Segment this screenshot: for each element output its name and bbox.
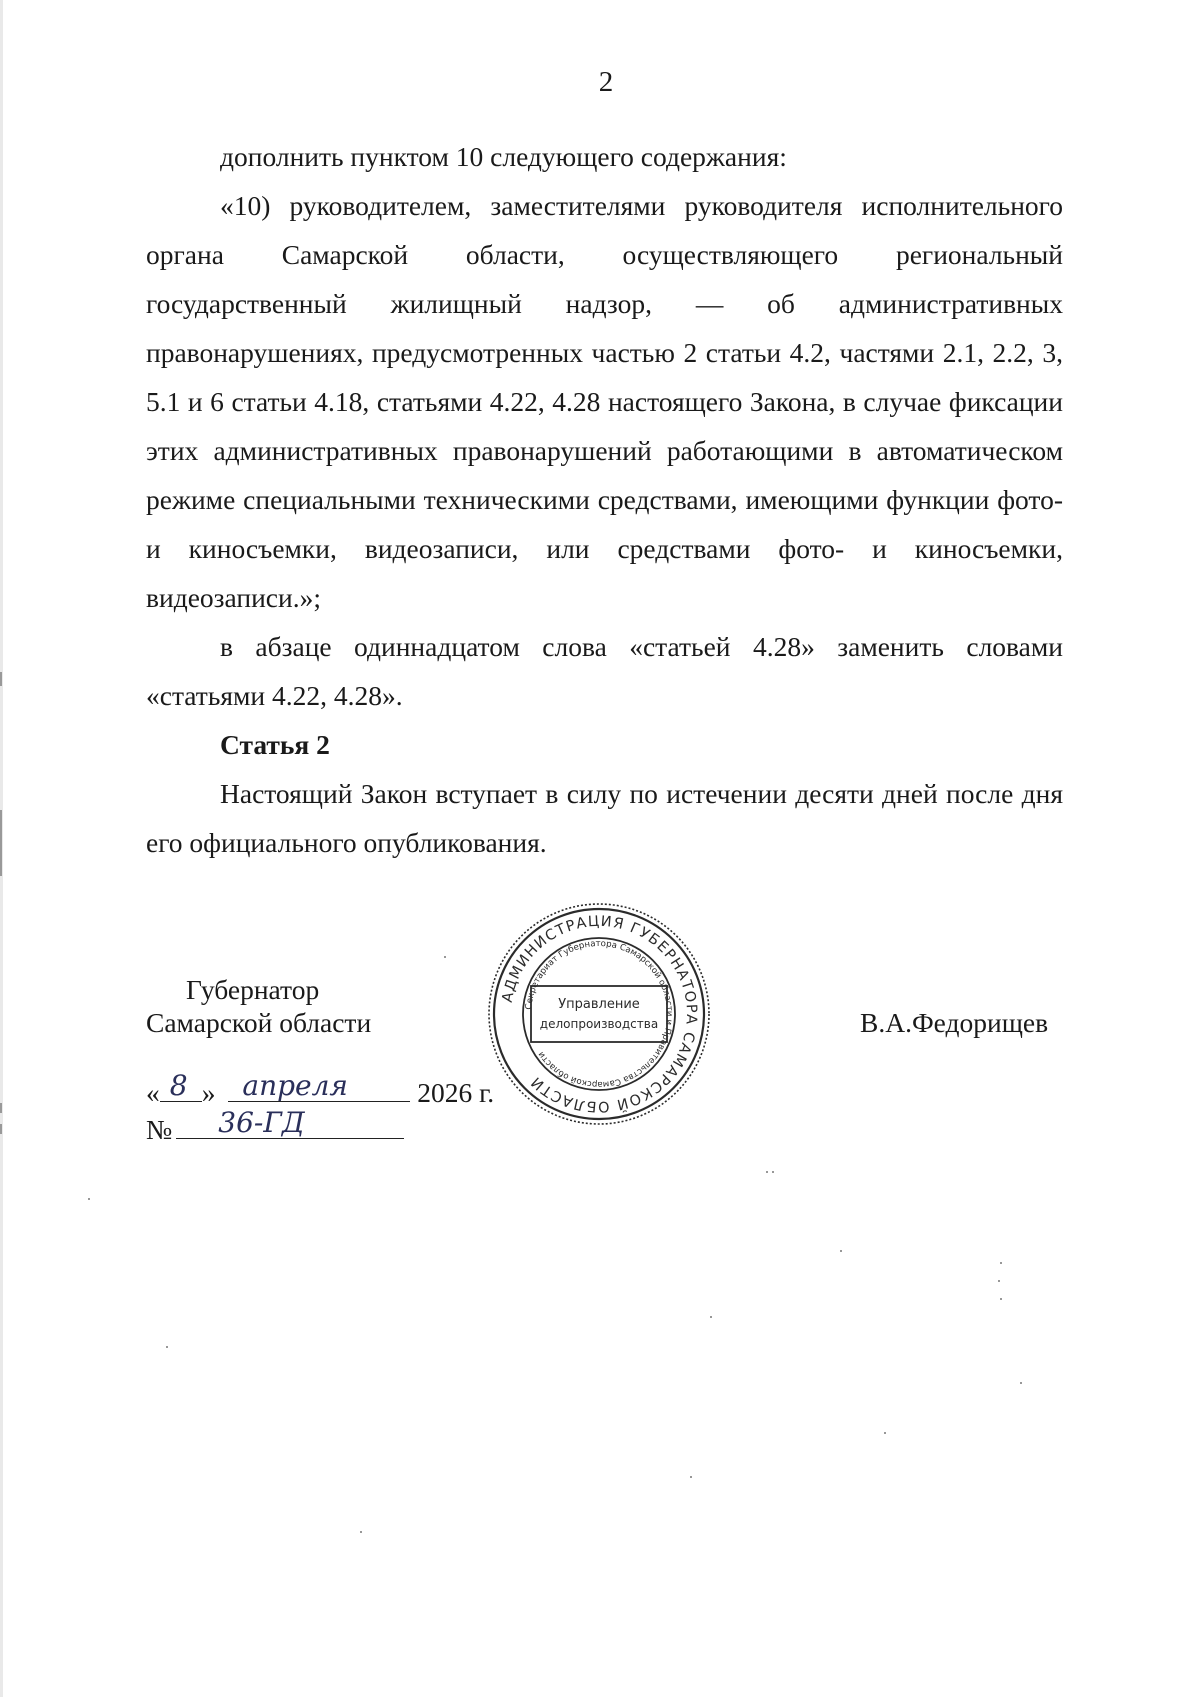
- scan-speck: [772, 1171, 774, 1173]
- signer-name: В.А.Федорищев: [860, 1007, 1049, 1038]
- scan-speck: [360, 1531, 362, 1533]
- date-month-handwritten: апреля: [242, 1069, 348, 1102]
- official-seal: [485, 900, 713, 1128]
- date-open-quote: «: [146, 1077, 160, 1108]
- registration-label: №: [146, 1114, 173, 1145]
- registration-number-field: [176, 1106, 404, 1139]
- scan-speck: [690, 1476, 692, 1478]
- date-day-field: [160, 1069, 202, 1102]
- seal-inner-text: Секретариат Губернатора Самарской области и Правительства Самарской области: [524, 938, 675, 1090]
- date-month-field: [228, 1069, 410, 1102]
- signature-title-line1: Губернатор: [186, 974, 320, 1005]
- signature-title: [146, 973, 371, 1039]
- date-year: 2026 г.: [417, 1077, 495, 1108]
- scan-speck: [840, 1250, 842, 1252]
- scan-speck: [998, 1280, 1000, 1282]
- scan-speck: [1000, 1298, 1002, 1300]
- signature-title-line2: Самарской области: [146, 1007, 372, 1038]
- seal-outer-ring: [489, 904, 709, 1124]
- paragraph: «10) руководителем, заместителями руководителя исполнительного органа Самарской области, осуществляющего региональный государственный жилищный надзор, — об административных правонарушениях, предусмотренных частью 2 статьи 4.2, частями 2.1, 2.2, 3, 5.1 и 6 статьи 4.18, статьями 4.22, 4.28 настоящего Закона, в случае фиксации этих административных правонарушений работающими в автоматическом режиме специальными техническими средствами, имеющими функции фото- и киносъемки, видеозаписи, или средствами фото- и киносъемки, видеозаписи.»;: [146, 190, 1063, 613]
- scan-speck: [88, 1198, 90, 1200]
- date-line: [146, 1069, 495, 1109]
- seal-center-line1: Управление: [558, 997, 640, 1012]
- date-close-quote: »: [201, 1077, 216, 1108]
- scan-speck: [1000, 1262, 1002, 1264]
- article-text: Настоящий Закон вступает в силу по истечении десяти дней после дня его официального опубликования.: [146, 778, 1063, 858]
- registration-number-line: [146, 1106, 404, 1146]
- seal-outer-text: АДМИНИСТРАЦИЯ ГУБЕРНАТОРА САМАРСКОЙ ОБЛАСТИ: [499, 913, 700, 1115]
- seal-center-box: [531, 986, 667, 1042]
- margin-mark: [0, 1103, 2, 1113]
- margin-mark: [0, 810, 2, 876]
- date-day-handwritten: 8: [169, 1069, 188, 1102]
- margin-mark: [0, 672, 2, 686]
- seal-center-line2: делопроизводства: [539, 1017, 659, 1031]
- registration-number-handwritten: 36-ГД: [218, 1106, 305, 1139]
- scan-speck: [766, 1171, 768, 1173]
- scan-speck: [166, 1346, 168, 1348]
- scan-speck: [884, 1432, 886, 1434]
- document-body: [146, 132, 1063, 867]
- scan-speck: [444, 956, 446, 958]
- paragraph: дополнить пунктом 10 следующего содержания:: [220, 141, 787, 172]
- scan-speck: [710, 1316, 712, 1318]
- scan-speck: [1020, 1382, 1022, 1384]
- article-heading: Статья 2: [220, 729, 330, 760]
- margin-mark: [0, 1124, 2, 1134]
- paragraph: в абзаце одиннадцатом слова «статьей 4.28» заменить словами «статьями 4.22, 4.28».: [146, 631, 1063, 711]
- seal-inner-ring: [523, 938, 675, 1090]
- page-number: 2: [598, 66, 614, 98]
